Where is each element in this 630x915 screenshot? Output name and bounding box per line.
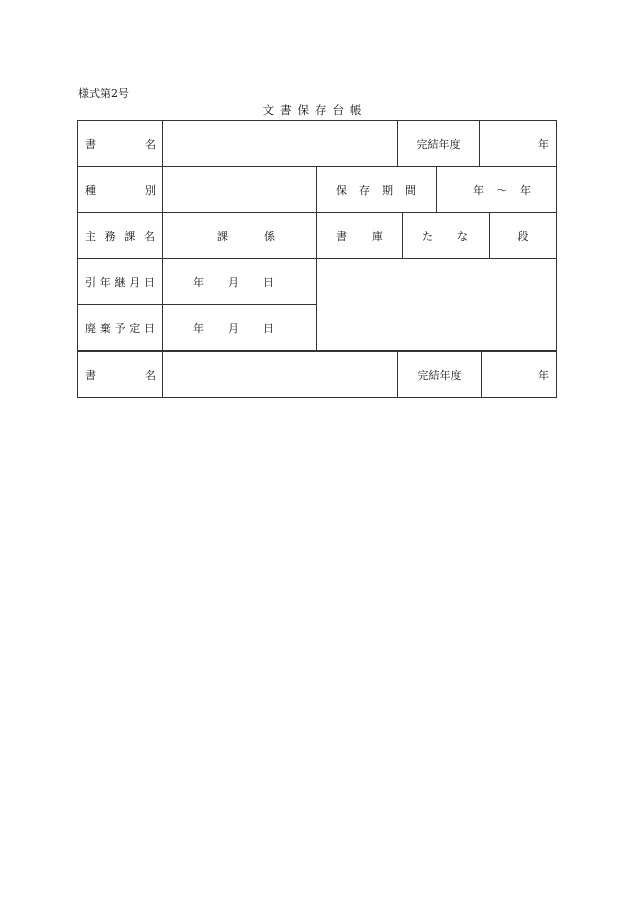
doc-name-label-char1: 書 bbox=[85, 137, 96, 151]
transfer-label-char4: 月 bbox=[129, 275, 141, 289]
completion-year-field-2[interactable] bbox=[481, 350, 557, 398]
transfer-day-unit: 日 bbox=[263, 275, 274, 289]
doc-name-field-2[interactable] bbox=[162, 350, 398, 398]
transfer-label-char1: 引 bbox=[85, 275, 96, 289]
category-label-char1: 種 bbox=[85, 183, 96, 197]
doc-name-label bbox=[77, 120, 163, 167]
doc-name-label-2-char2: 名 bbox=[145, 368, 156, 382]
doc-name-field[interactable] bbox=[162, 120, 398, 167]
doc-name-label-char2: 名 bbox=[145, 137, 156, 151]
retention-label-char1: 保 bbox=[336, 183, 347, 197]
storage-label-char1: 書 bbox=[336, 229, 347, 243]
disposal-date-field[interactable] bbox=[162, 304, 317, 351]
department-label-char4: 名 bbox=[143, 229, 155, 243]
transfer-year-unit: 年 bbox=[193, 275, 204, 289]
storage-label-char2: 庫 bbox=[372, 229, 383, 243]
completion-year-label: 完結年度 bbox=[397, 120, 480, 167]
department-label bbox=[77, 212, 163, 259]
disposal-year-unit: 年 bbox=[193, 321, 204, 335]
retention-tilde: ～ bbox=[496, 183, 508, 197]
tier-label: 段 bbox=[517, 229, 529, 243]
department-label-char2: 務 bbox=[104, 229, 116, 243]
tier-field[interactable] bbox=[489, 212, 557, 259]
retention-label-char3: 期 bbox=[382, 183, 393, 197]
disposal-date-label bbox=[77, 304, 163, 351]
retention-label-char4: 間 bbox=[405, 183, 416, 197]
shelf-label-char2: な bbox=[457, 229, 468, 243]
retention-period-field[interactable] bbox=[436, 166, 557, 213]
document-title: 文書保存台帳 bbox=[262, 103, 368, 117]
transfer-label-char5: 日 bbox=[144, 275, 155, 289]
disposal-month-unit: 月 bbox=[228, 321, 239, 335]
transfer-label-char2: 年 bbox=[99, 275, 111, 289]
transfer-date-field[interactable] bbox=[162, 258, 317, 305]
completion-year-label-2: 完結年度 bbox=[397, 350, 482, 398]
remarks-field[interactable] bbox=[316, 258, 557, 351]
retention-start-year-unit: 年 bbox=[473, 183, 484, 197]
doc-name-label-2-char1: 書 bbox=[85, 368, 96, 382]
disposal-label-char2: 棄 bbox=[99, 321, 111, 335]
disposal-label-char4: 定 bbox=[129, 321, 141, 335]
section-field[interactable] bbox=[162, 212, 317, 259]
completion-year-unit-2: 年 bbox=[538, 368, 549, 382]
transfer-label-char3: 継 bbox=[114, 275, 126, 289]
completion-year-unit: 年 bbox=[538, 137, 549, 151]
category-field[interactable] bbox=[162, 166, 317, 213]
doc-name-label-2 bbox=[77, 350, 163, 398]
department-label-char3: 課 bbox=[124, 229, 136, 243]
section-kakari-label: 係 bbox=[264, 229, 275, 243]
retention-end-year-unit: 年 bbox=[520, 183, 531, 197]
disposal-label-char3: 予 bbox=[114, 321, 126, 335]
shelf-field[interactable] bbox=[402, 212, 490, 259]
shelf-label-char1: た bbox=[422, 229, 433, 243]
storage-field[interactable] bbox=[316, 212, 403, 259]
category-label-char2: 別 bbox=[145, 183, 156, 197]
disposal-day-unit: 日 bbox=[263, 321, 274, 335]
form-number: 様式第2号 bbox=[78, 87, 129, 100]
category-label bbox=[77, 166, 163, 213]
completion-year-field[interactable] bbox=[479, 120, 557, 167]
section-ka-label: 課 bbox=[217, 229, 228, 243]
retention-period-label bbox=[316, 166, 437, 213]
transfer-month-unit: 月 bbox=[228, 275, 239, 289]
disposal-label-char1: 廃 bbox=[85, 321, 96, 335]
transfer-date-label bbox=[77, 258, 163, 305]
department-label-char1: 主 bbox=[85, 229, 96, 243]
retention-label-char2: 存 bbox=[359, 183, 370, 197]
disposal-label-char5: 日 bbox=[144, 321, 155, 335]
